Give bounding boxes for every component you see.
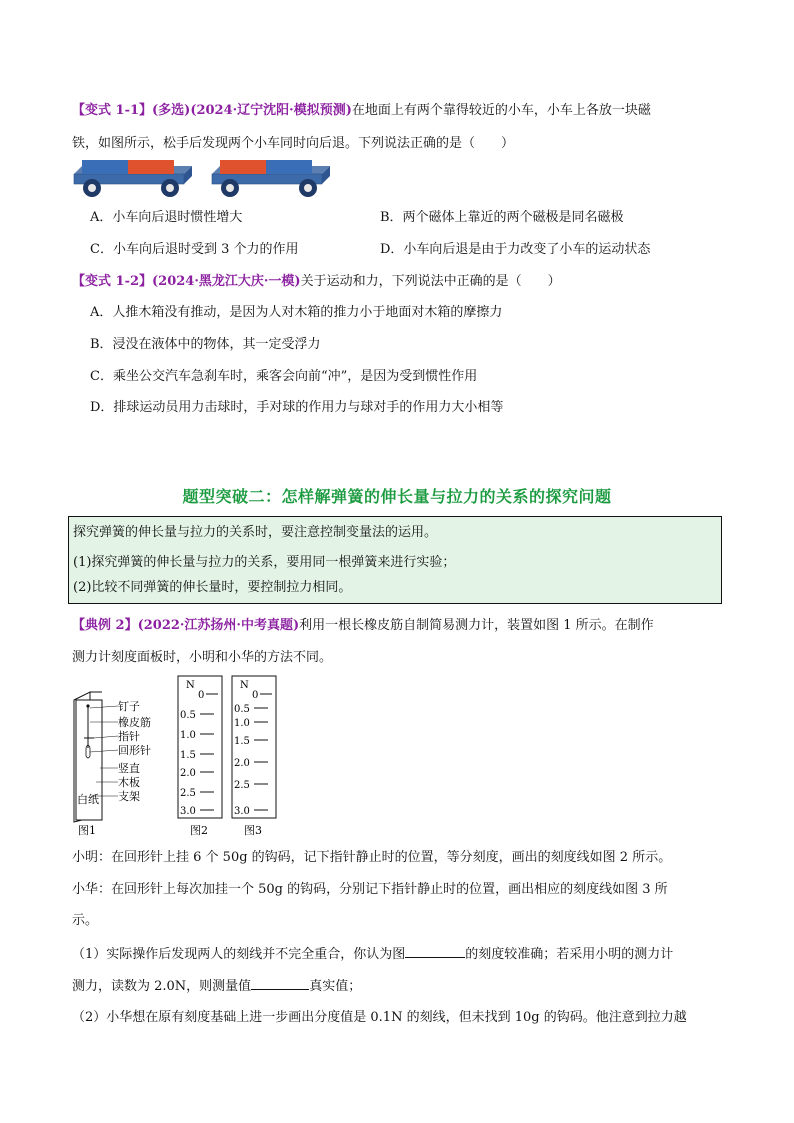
fig1-label-rubber-band: 橡皮筋 <box>118 716 151 729</box>
fig3-tick-0: 0 <box>252 690 259 701</box>
q1-tag: 【变式 1-1】(多选)(2024·辽宁沈阳·模拟预测) <box>72 103 352 118</box>
q1-option-b[interactable]: B．两个磁体上靠近的两个磁极是同名磁极 <box>380 210 624 225</box>
fig2-tick-0.5: 0.5 <box>180 710 196 721</box>
part1-text-a: （1）实际操作后发现两人的刻线并不完全重合，你认为图 <box>72 947 406 962</box>
fig3-tick-2.5: 2.5 <box>234 780 250 791</box>
answer-blank-2[interactable] <box>251 975 309 990</box>
fig1-label-board: 木板 <box>118 776 140 789</box>
fig3-tick-1.0: 1.0 <box>234 718 250 729</box>
fig1-label-stand: 支架 <box>118 790 140 803</box>
figure-3-scale <box>232 676 276 818</box>
q2-option-d[interactable]: D．排球运动员用力击球时，手对球的作用力与球对手的作用力大小相等 <box>90 400 504 415</box>
fig1-label-paperclip: 回形针 <box>118 744 151 757</box>
tip-box <box>68 516 722 604</box>
part1-text-c: 测力，读数为 2.0N，则测量值 <box>72 979 252 994</box>
fig1-label-pointer: 指针 <box>118 730 140 743</box>
fig3-tick-1.5: 1.5 <box>234 736 250 747</box>
fig3-tick-3.0: 3.0 <box>234 806 250 817</box>
xiaoming-text: 小明：在回形针上挂 6 个 50g 的钩码，记下指针静止时的位置，等分刻度，画出的刻度线如图 2 所示。 <box>72 850 672 865</box>
figure-1-device <box>74 692 118 822</box>
q2-option-b[interactable]: B．浸没在液体中的物体，其一定受浮力 <box>90 337 321 352</box>
part1-line1 <box>72 943 673 965</box>
q1-option-a[interactable]: A．小车向后退时惯性增大 <box>90 210 243 225</box>
cart-magnet-illustration <box>72 160 342 200</box>
xiaohua-text-1: 小华：在回形针上每次加挂一个 50g 的钩码，分别记下指针静止时的位置，画出相应的刻度线如图 3 所 <box>72 882 668 897</box>
answer-blank-1[interactable] <box>405 943 465 958</box>
q2-stem: 关于运动和力，下列说法中正确的是（ ） <box>300 274 561 289</box>
fig2-tick-2.5: 2.5 <box>180 788 196 799</box>
fig1-label-nail: 钉子 <box>118 700 140 713</box>
figure-2-scale <box>178 676 222 818</box>
spring-scale-figures <box>72 672 292 840</box>
example-stem2: 测力计刻度面板时，小明和小华的方法不同。 <box>72 650 333 665</box>
fig2-tick-1.0: 1.0 <box>180 730 196 741</box>
tip-line-3: (2)比较不同弹簧的伸长量时，要控制拉力相同。 <box>73 580 352 595</box>
example-stem1: 利用一根长橡皮筋自制简易测力计，装置如图 1 所示。在制作 <box>299 618 654 633</box>
q1-stem1: 在地面上有两个靠得较近的小车，小车上各放一块磁 <box>351 103 651 118</box>
section-title: 题型突破二：怎样解弹簧的伸长量与拉力的关系的探究问题 <box>182 487 612 506</box>
fig1-paper-label: 白纸 <box>77 793 99 806</box>
fig2-tick-3.0: 3.0 <box>180 806 196 817</box>
q2-line <box>72 272 561 292</box>
right-cart <box>212 160 330 197</box>
fig3-tick-0.5: 0.5 <box>234 704 250 715</box>
tip-line-2: (1)探究弹簧的伸长量与拉力的关系，要用同一根弹簧来进行实验； <box>73 555 456 570</box>
fig2-unit: N <box>186 680 195 691</box>
example-line1 <box>72 616 654 636</box>
fig3-caption: 图3 <box>244 824 262 837</box>
fig2-tick-0: 0 <box>198 690 205 701</box>
example-tag: 【典例 2】(2022·江苏扬州·中考真题) <box>72 618 300 633</box>
fig1-label-vertical: 竖直 <box>118 762 140 775</box>
fig1-caption: 图1 <box>78 824 96 837</box>
q2-tag: 【变式 1-2】(2024·黑龙江大庆·一模) <box>72 274 301 289</box>
q1-stem2: 铁，如图所示，松手后发现两个小车同时向后退。下列说法正确的是（ ） <box>72 136 515 151</box>
fig3-tick-2.0: 2.0 <box>234 758 250 769</box>
q2-option-c[interactable]: C．乘坐公交汽车急刹车时，乘客会向前“冲”，是因为受到惯性作用 <box>90 369 478 384</box>
xiaohua-text-2: 示。 <box>72 913 99 928</box>
fig2-tick-2.0: 2.0 <box>180 768 196 779</box>
part2-line1: （2）小华想在原有刻度基础上进一步画出分度值是 0.1N 的刻线，但未找到 10g 的钩码。他注意到拉力越 <box>72 1010 687 1025</box>
q1-line1 <box>72 101 651 121</box>
fig2-tick-1.5: 1.5 <box>180 750 196 761</box>
left-cart <box>74 160 192 197</box>
q1-option-c[interactable]: C．小车向后退时受到 3 个力的作用 <box>90 242 299 257</box>
q2-option-a[interactable]: A．人推木箱没有推动，是因为人对木箱的推力小于地面对木箱的摩擦力 <box>90 305 503 320</box>
part1-text-b: 的刻度较准确；若采用小明的测力计 <box>465 947 674 962</box>
part1-text-d: 真实值； <box>309 979 362 994</box>
fig3-unit: N <box>240 680 249 691</box>
fig2-caption: 图2 <box>190 824 208 837</box>
part1-line2 <box>72 975 361 997</box>
tip-line-1: 探究弹簧的伸长量与拉力的关系时，要注意控制变量法的运用。 <box>73 525 438 540</box>
q1-option-d[interactable]: D．小车向后退是由于力改变了小车的运动状态 <box>380 242 651 257</box>
